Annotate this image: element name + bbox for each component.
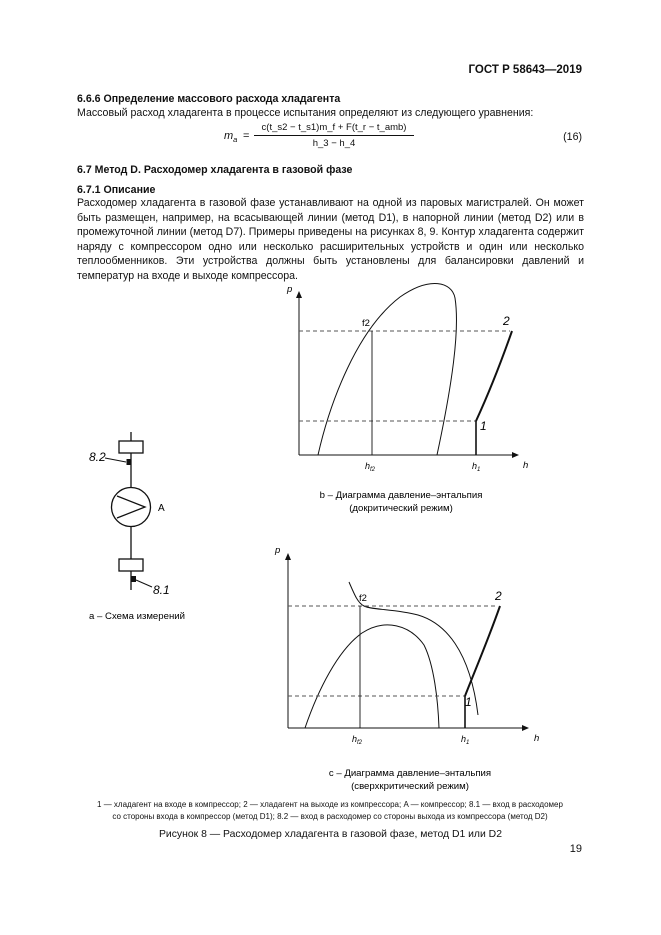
page-number: 19 (569, 843, 582, 855)
figure-legend (45, 799, 615, 823)
sensor-8-2 (127, 459, 132, 465)
standard-number: ГОСТ Р 58643—2019 (468, 64, 582, 76)
diagram-c-tick-h1: $h_1$ (461, 734, 470, 746)
diagram-b (286, 284, 528, 514)
label-compressor: A (158, 503, 165, 514)
diagram-c-compression-line (465, 606, 500, 696)
heading-6-6-6: 6.6.6 Определение массового расхода хладагента (77, 93, 341, 105)
flowmeter-8-2 (119, 441, 143, 453)
label-8-1: 8.1 (153, 583, 170, 597)
diagram-b-axis-p: p (287, 284, 293, 295)
caption-b-line2: (докритический режим) (349, 503, 453, 514)
caption-c-line1: c – Диаграмма давление–энтальпия (328, 768, 492, 779)
diagram-b-tick-h1: $h_1$ (472, 461, 481, 473)
caption-a: а – Схема измерений (89, 611, 185, 622)
formula-numerator: c(t_s2 − t_s1)m_f + F(t_r − t_amb) (261, 122, 407, 133)
figure-title: Рисунок 8 — Расходомер хладагента в газовой фазе, метод D1 или D2 (159, 829, 502, 840)
diagram-b-compression-line (476, 331, 512, 421)
diagram-c-point-f2: f2 (359, 593, 367, 604)
diagram-c-isotherm (349, 582, 478, 715)
diagram-b-tick-hf2: $h_{f2}$ (365, 461, 376, 473)
diagram-c (274, 545, 539, 792)
diagram-c-saturation-dome (305, 625, 439, 728)
paragraph-6-7-1-text: Расходомер хладагента в газовой фазе устанавливают на одной из паровых магистралей. Он может быть размещен, например, на всасывающей линии (метод D1), в напорной линии (метод D2) или в промежуточной линии (метод D7). Примеры приведены на рисунках 8, 9. Контур хладагента содержит наряду с компрессором одно или несколько расширительных устройств и один или несколько теплообменников. Эти устройства должны быть установлены для балансировки давлений и температур на входе и выходе компрессора. (77, 197, 584, 282)
leader-8-2 (105, 458, 126, 462)
equation-number: (16) (563, 131, 582, 143)
diagram-c-tick-hf2: $h_{f2}$ (352, 734, 363, 746)
paragraph-6-6-6: Массовый расход хладагента в процессе испытания определяют из следующего уравнения: (77, 107, 534, 119)
label-8-2: 8.2 (89, 450, 106, 464)
diagram-c-point-2: 2 (495, 589, 502, 603)
figure-legend-line2: со стороны входа в компрессор (метод D1); 8.2 — вход в расходомер со стороны выхода из компрессора (метод D2) (112, 812, 548, 821)
diagram-c-axis-h: h (534, 733, 540, 744)
formula-equals: = (243, 130, 250, 142)
formula-denominator: h_3 − h_4 (312, 138, 356, 149)
diagram-c-axis-p: p (275, 545, 281, 556)
formula-lhs-sub: a (233, 135, 238, 145)
diagram-b-point-f2: f2 (362, 318, 370, 329)
formula-lhs: m (224, 130, 234, 142)
measurement-scheme (89, 432, 185, 622)
diagram-b-axis-h: h (523, 460, 529, 471)
caption-b-line1: b – Диаграмма давление–энтальпия (319, 490, 483, 501)
flowmeter-8-1 (119, 559, 143, 571)
caption-c-line2: (сверхкритический режим) (351, 781, 469, 792)
figure-legend-line1: 1 — хладагент на входе в компрессор; 2 — хладагент на выходе из компрессора; A — компрессор; 8.1 — вход в расходомер (97, 800, 563, 809)
sensor-8-1 (131, 576, 136, 582)
leader-8-1 (136, 580, 152, 587)
diagram-c-point-1: 1 (465, 695, 472, 709)
heading-6-7: 6.7 Метод D. Расходомер хладагента в газовой фазе (77, 164, 353, 176)
diagram-b-point-2: 2 (503, 314, 510, 328)
heading-6-7-1: 6.7.1 Описание (77, 184, 156, 196)
diagram-b-saturation-dome (318, 284, 456, 455)
diagram-b-point-1: 1 (480, 419, 487, 433)
